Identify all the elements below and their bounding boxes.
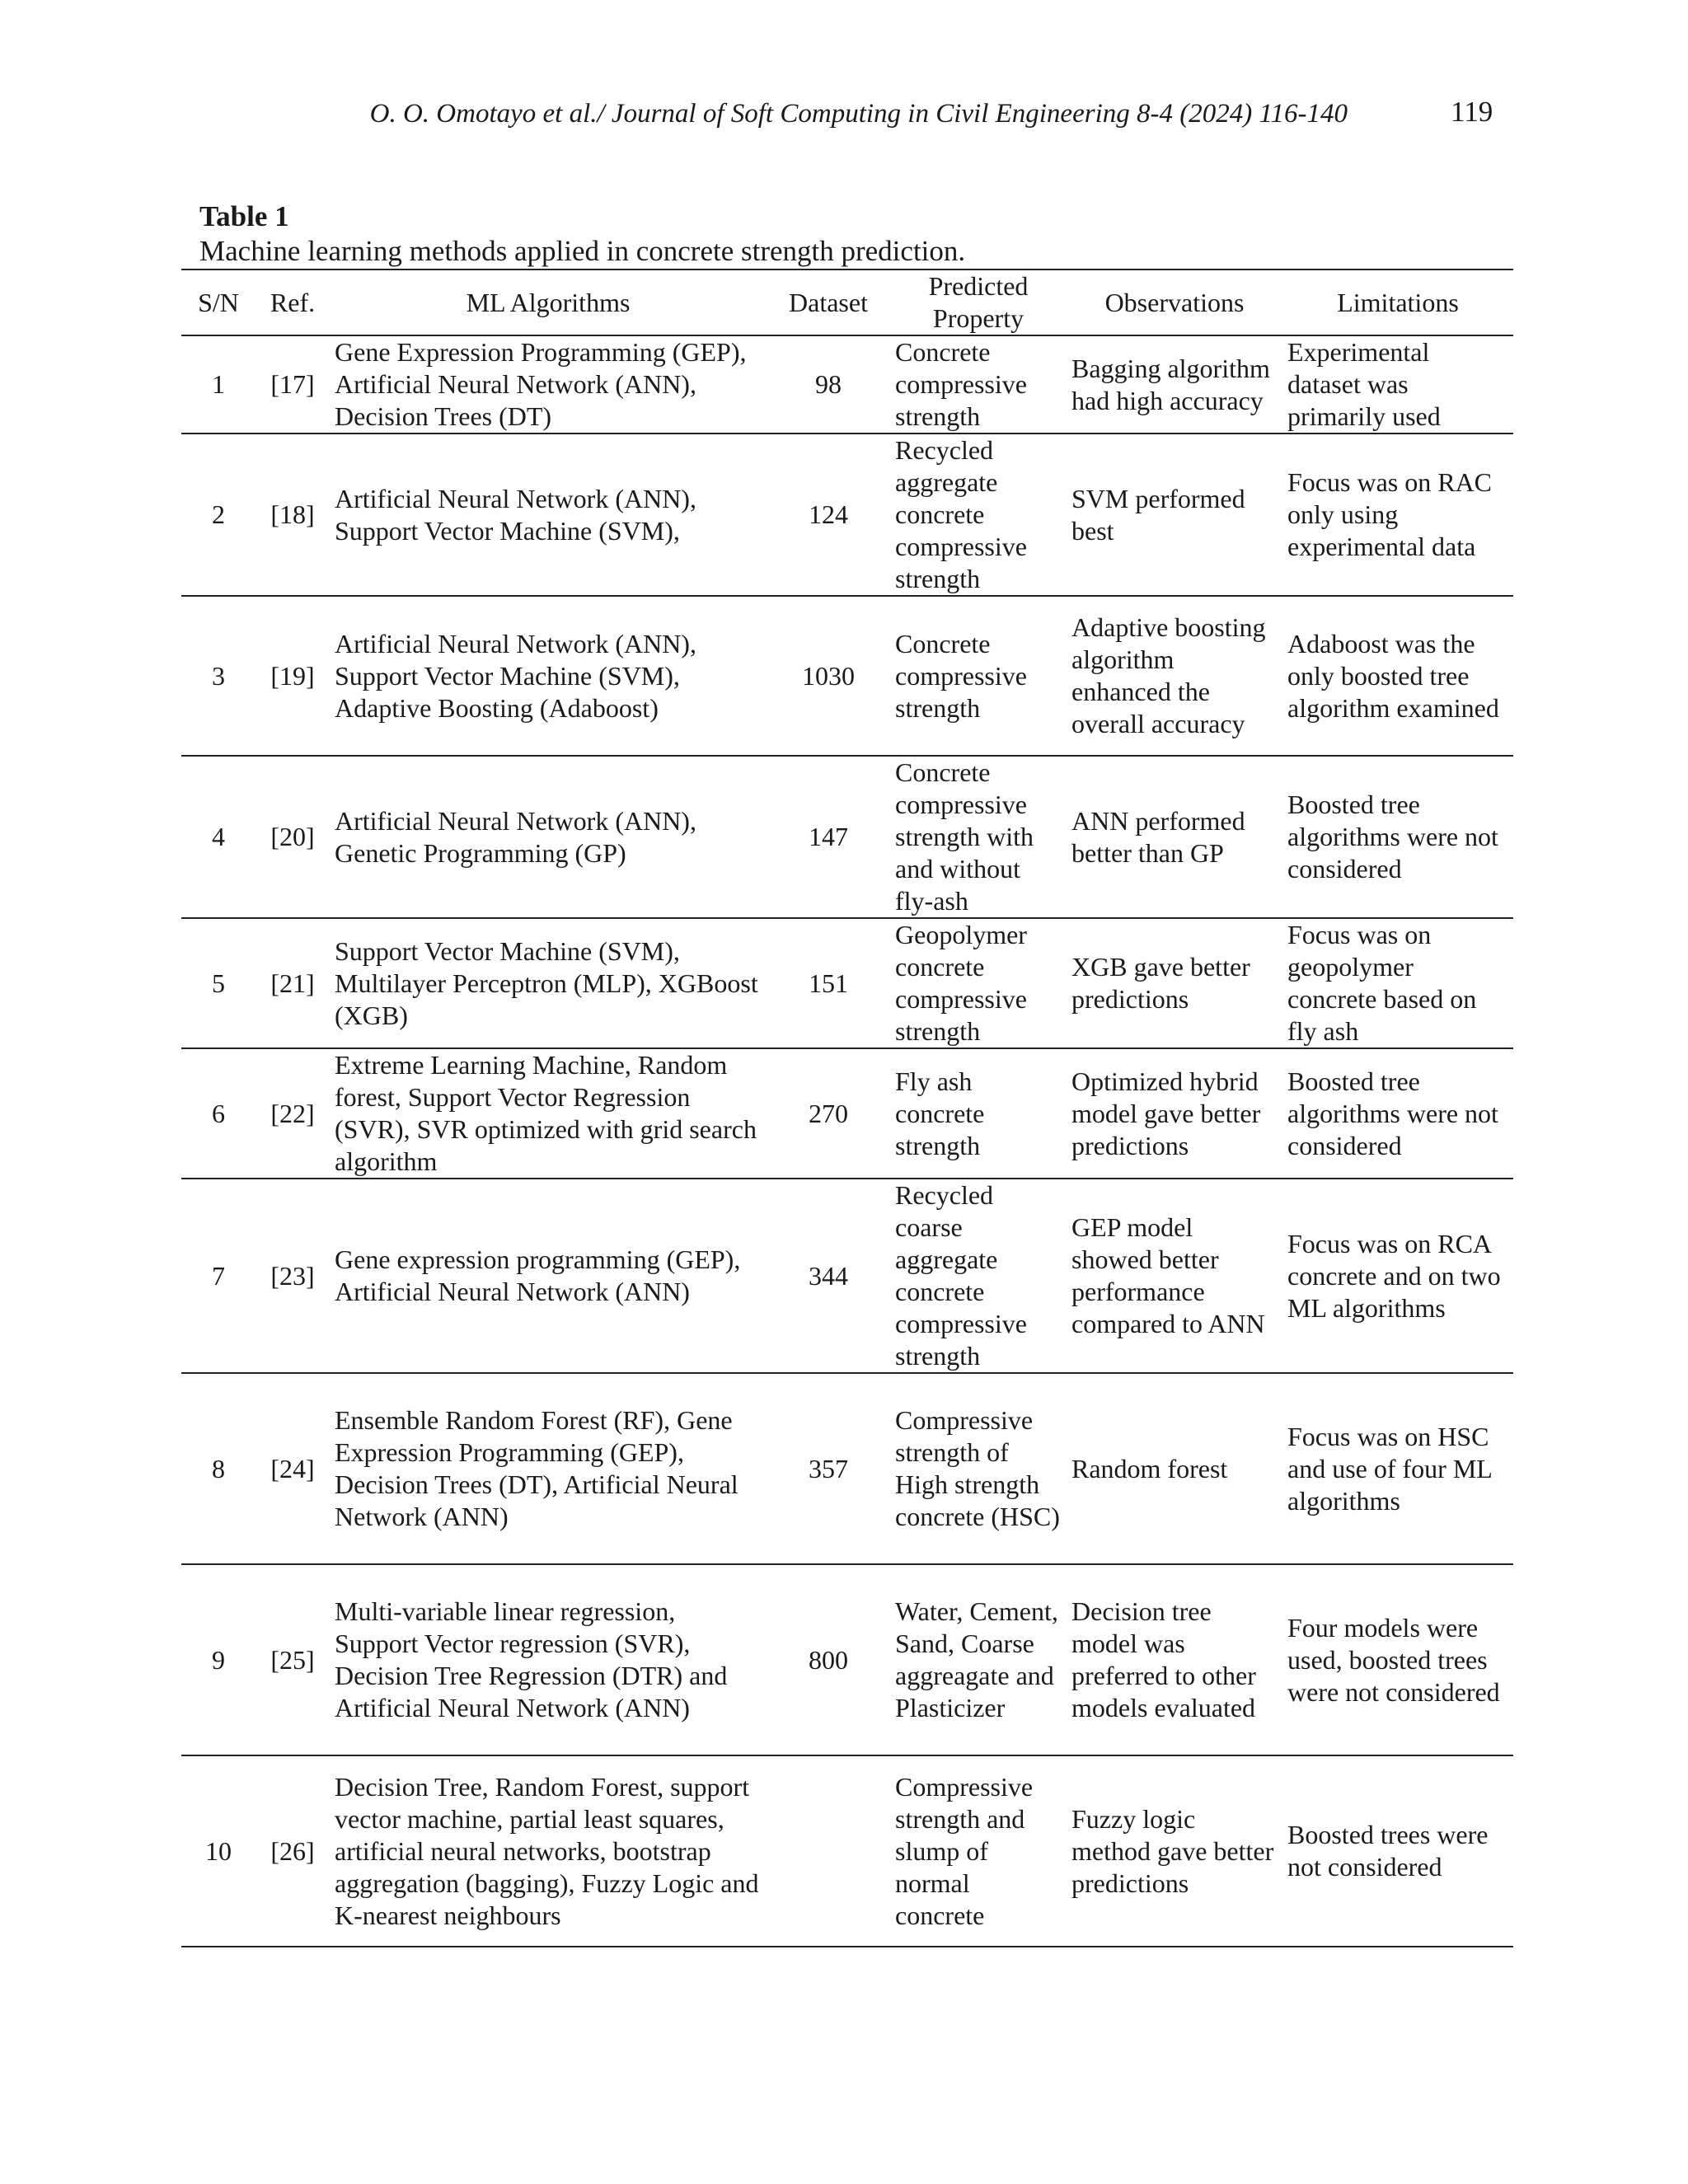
cell-limitations: Boosted tree algorithms were not considered	[1282, 1048, 1513, 1179]
table-body	[181, 335, 1513, 1947]
cell-dataset: 357	[767, 1373, 890, 1564]
cell-ref: [23]	[256, 1179, 330, 1373]
cell-property: Geopolymer concrete compressive strength	[890, 918, 1067, 1048]
header-ml-algorithms: ML Algorithms	[330, 269, 767, 335]
cell-property: Compressive strength of High strength concrete (HSC)	[890, 1373, 1067, 1564]
cell-sn: 1	[181, 335, 256, 434]
table-header	[181, 269, 1513, 335]
cell-sn: 7	[181, 1179, 256, 1373]
cell-observations: Optimized hybrid model gave better predictions	[1067, 1048, 1282, 1179]
cell-ref: [21]	[256, 918, 330, 1048]
cell-dataset: 98	[767, 335, 890, 434]
cell-sn: 5	[181, 918, 256, 1048]
cell-algorithms: Ensemble Random Forest (RF), Gene Expression Programming (GEP), Decision Trees (DT), Artificial Neural Network (ANN)	[330, 1373, 767, 1564]
cell-ref: [19]	[256, 596, 330, 756]
cell-algorithms: Support Vector Machine (SVM), Multilayer Perceptron (MLP), XGBoost (XGB)	[330, 918, 767, 1048]
cell-property: Concrete compressive strength with and without fly-ash	[890, 756, 1067, 918]
cell-dataset: 147	[767, 756, 890, 918]
cell-ref: [25]	[256, 1564, 330, 1755]
cell-dataset: 270	[767, 1048, 890, 1179]
cell-dataset: 151	[767, 918, 890, 1048]
cell-limitations: Focus was on RAC only using experimental data	[1282, 434, 1513, 596]
running-head: O. O. Omotayo et al./ Journal of Soft Computing in Civil Engineering 8-4 (2024) 116-140	[369, 99, 1348, 129]
cell-limitations: Experimental dataset was primarily used	[1282, 335, 1513, 434]
cell-limitations: Adaboost was the only boosted tree algorithm examined	[1282, 596, 1513, 756]
page-number: 119	[1451, 96, 1493, 128]
cell-limitations: Focus was on geopolymer concrete based on fly ash	[1282, 918, 1513, 1048]
cell-observations: Decision tree model was preferred to other models evaluated	[1067, 1564, 1282, 1755]
cell-limitations: Boosted trees were not considered	[1282, 1755, 1513, 1947]
cell-property: Compressive strength and slump of normal concrete	[890, 1755, 1067, 1947]
header-limitations: Limitations	[1282, 269, 1513, 335]
cell-property: Water, Cement, Sand, Coarse aggreagate and Plasticizer	[890, 1564, 1067, 1755]
cell-ref: [18]	[256, 434, 330, 596]
cell-observations: Fuzzy logic method gave better predictions	[1067, 1755, 1282, 1947]
table-row	[181, 756, 1513, 918]
header-sn: S/N	[181, 269, 256, 335]
cell-property: Recycled aggregate concrete compressive strength	[890, 434, 1067, 596]
cell-observations: Random forest	[1067, 1373, 1282, 1564]
table-row	[181, 918, 1513, 1048]
cell-algorithms: Gene expression programming (GEP), Artificial Neural Network (ANN)	[330, 1179, 767, 1373]
cell-observations: SVM performed best	[1067, 434, 1282, 596]
cell-property: Concrete compressive strength	[890, 335, 1067, 434]
cell-dataset: 800	[767, 1564, 890, 1755]
header-ref: Ref.	[256, 269, 330, 335]
cell-ref: [20]	[256, 756, 330, 918]
cell-sn: 6	[181, 1048, 256, 1179]
cell-sn: 10	[181, 1755, 256, 1947]
cell-limitations: Focus was on HSC and use of four ML algorithms	[1282, 1373, 1513, 1564]
cell-property: Concrete compressive strength	[890, 596, 1067, 756]
header-predicted-property: Predicted Property	[890, 269, 1067, 335]
table-row	[181, 1179, 1513, 1373]
cell-observations: ANN performed better than GP	[1067, 756, 1282, 918]
cell-sn: 3	[181, 596, 256, 756]
header-dataset: Dataset	[767, 269, 890, 335]
table-row	[181, 1373, 1513, 1564]
cell-algorithms: Multi-variable linear regression, Support Vector regression (SVR), Decision Tree Regression (DTR) and Artificial Neural Network (ANN)	[330, 1564, 767, 1755]
table-label: Table 1	[199, 200, 289, 232]
cell-observations: Adaptive boosting algorithm enhanced the overall accuracy	[1067, 596, 1282, 756]
cell-sn: 8	[181, 1373, 256, 1564]
table-row	[181, 335, 1513, 434]
header-row	[181, 269, 1513, 335]
header-observations: Observations	[1067, 269, 1282, 335]
table-row	[181, 1564, 1513, 1755]
cell-limitations: Four models were used, boosted trees were not considered	[1282, 1564, 1513, 1755]
cell-dataset	[767, 1755, 890, 1947]
cell-limitations: Boosted tree algorithms were not considered	[1282, 756, 1513, 918]
cell-algorithms: Artificial Neural Network (ANN), Support Vector Machine (SVM), Adaptive Boosting (Adaboost)	[330, 596, 767, 756]
cell-observations: GEP model showed better performance compared to ANN	[1067, 1179, 1282, 1373]
table-row	[181, 596, 1513, 756]
cell-algorithms: Artificial Neural Network (ANN), Genetic Programming (GP)	[330, 756, 767, 918]
table-row	[181, 1755, 1513, 1947]
cell-observations: Bagging algorithm had high accuracy	[1067, 335, 1282, 434]
cell-sn: 9	[181, 1564, 256, 1755]
cell-dataset: 344	[767, 1179, 890, 1373]
cell-ref: [26]	[256, 1755, 330, 1947]
cell-dataset: 124	[767, 434, 890, 596]
cell-algorithms: Artificial Neural Network (ANN), Support Vector Machine (SVM),	[330, 434, 767, 596]
table-caption: Machine learning methods applied in concrete strength prediction.	[199, 235, 966, 267]
data-table	[181, 269, 1513, 1947]
cell-algorithms: Extreme Learning Machine, Random forest, Support Vector Regression (SVR), SVR optimized with grid search algorithm	[330, 1048, 767, 1179]
cell-sn: 2	[181, 434, 256, 596]
cell-sn: 4	[181, 756, 256, 918]
table-row	[181, 434, 1513, 596]
cell-observations: XGB gave better predictions	[1067, 918, 1282, 1048]
cell-property: Recycled coarse aggregate concrete compressive strength	[890, 1179, 1067, 1373]
cell-algorithms: Gene Expression Programming (GEP), Artificial Neural Network (ANN), Decision Trees (DT)	[330, 335, 767, 434]
cell-ref: [24]	[256, 1373, 330, 1564]
cell-ref: [17]	[256, 335, 330, 434]
cell-property: Fly ash concrete strength	[890, 1048, 1067, 1179]
cell-algorithms: Decision Tree, Random Forest, support vector machine, partial least squares, artificial neural networks, bootstrap aggregation (bagging), Fuzzy Logic and K-nearest neighbours	[330, 1755, 767, 1947]
table-row	[181, 1048, 1513, 1179]
cell-dataset: 1030	[767, 596, 890, 756]
cell-limitations: Focus was on RCA concrete and on two ML algorithms	[1282, 1179, 1513, 1373]
cell-ref: [22]	[256, 1048, 330, 1179]
